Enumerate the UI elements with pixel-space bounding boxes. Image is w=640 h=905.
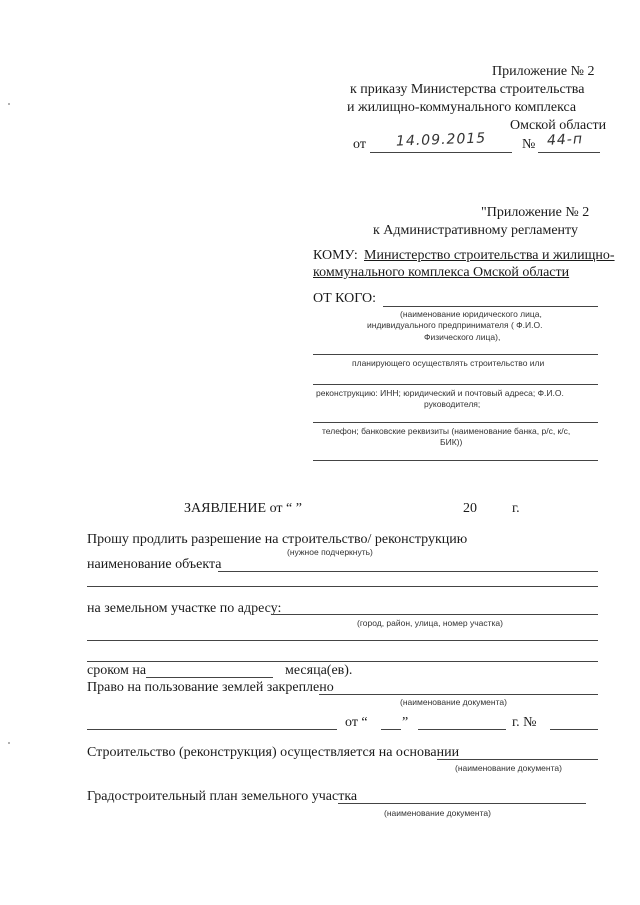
complex-line: и жилищно-коммунального комплекса xyxy=(347,100,577,115)
request-hint: (нужное подчеркнуть) xyxy=(287,547,373,557)
doc-date-close: ” xyxy=(402,715,409,730)
recipient-value-line2: коммунального комплекса Омской области xyxy=(313,265,570,280)
appendix-title: Приложение № 2 xyxy=(492,64,595,79)
order-line: к приказу Министерства строительства xyxy=(350,82,585,97)
statement-title: ЗАЯВЛЕНИЕ от “ ” xyxy=(184,501,302,516)
land-label: на земельном участке по адресу: xyxy=(87,601,282,616)
sender-hint-4a: телефон; банковские реквизиты (наименование банка, р/с, к/с, xyxy=(322,426,571,436)
request-text: Прошу продлить разрешение на строительство/ реконструкцию xyxy=(87,532,468,547)
handwritten-number: 44-п xyxy=(546,131,584,149)
sender-hint-1c: Физического лица), xyxy=(424,332,501,342)
basis-line[interactable] xyxy=(437,759,598,760)
sender-hint-2: планирующего осуществлять строительство или xyxy=(352,358,545,368)
scan-speck xyxy=(8,742,10,744)
plan-label: Градостроительный план земельного участка xyxy=(87,789,358,804)
doc-number-line[interactable] xyxy=(550,729,598,730)
plan-hint: (наименование документа) xyxy=(384,808,491,818)
sender-hint-1b: индивидуального предпринимателя ( Ф.И.О. xyxy=(367,320,543,330)
object-line-2[interactable] xyxy=(87,586,598,587)
plan-line[interactable] xyxy=(338,803,586,804)
sender-line-5[interactable] xyxy=(313,460,598,461)
term-suffix: месяца(ев). xyxy=(285,663,353,678)
land-line-3[interactable] xyxy=(87,661,598,662)
object-line-1[interactable] xyxy=(218,571,598,572)
appendix-reglament-title: "Приложение № 2 xyxy=(481,205,590,220)
statement-year-suffix: г. xyxy=(512,501,520,516)
date-underline xyxy=(370,152,512,153)
basis-label: Строительство (реконструкция) осуществляется на основании xyxy=(87,745,460,760)
recipient-value-line1: Министерство строительства и жилищно- xyxy=(364,248,615,263)
sender-label: ОТ КОГО: xyxy=(313,291,377,306)
right-line[interactable] xyxy=(319,694,598,695)
sender-hint-4b: БИК)) xyxy=(440,437,463,447)
sender-line-1[interactable] xyxy=(383,306,598,307)
number-label: № xyxy=(522,137,536,152)
sender-line-4[interactable] xyxy=(313,422,598,423)
land-hint: (город, район, улица, номер участка) xyxy=(357,618,503,628)
scan-speck xyxy=(8,103,10,105)
doc-number-label: г. № xyxy=(512,715,537,730)
sender-hint-1a: (наименование юридического лица, xyxy=(400,309,542,319)
basis-hint: (наименование документа) xyxy=(455,763,562,773)
date-label: от xyxy=(353,137,366,152)
handwritten-date: 14.09.2015 xyxy=(395,130,487,150)
sender-hint-3b: руководителя; xyxy=(424,399,481,409)
doc-date-open: от “ xyxy=(345,715,368,730)
term-line[interactable] xyxy=(146,677,273,678)
sender-line-3[interactable] xyxy=(313,384,598,385)
number-underline xyxy=(538,152,600,153)
right-label: Право на пользование землей закреплено xyxy=(87,680,334,695)
region-line: Омской области xyxy=(510,118,607,133)
doc-month-line[interactable] xyxy=(418,729,506,730)
sender-line-2[interactable] xyxy=(313,354,598,355)
right-hint: (наименование документа) xyxy=(400,697,507,707)
land-line-1[interactable] xyxy=(272,614,598,615)
term-label: сроком на xyxy=(87,663,147,678)
reglament-line: к Административному регламенту xyxy=(373,223,578,238)
land-line-2[interactable] xyxy=(87,640,598,641)
doc-day-line[interactable] xyxy=(381,729,401,730)
recipient-label: КОМУ: xyxy=(313,248,358,263)
object-label: наименование объекта xyxy=(87,557,222,572)
sender-hint-3a: реконструкцию: ИНН; юридический и почтовый адреса; Ф.И.О. xyxy=(316,388,564,398)
doc-line[interactable] xyxy=(87,729,337,730)
statement-year: 20 xyxy=(463,501,477,516)
